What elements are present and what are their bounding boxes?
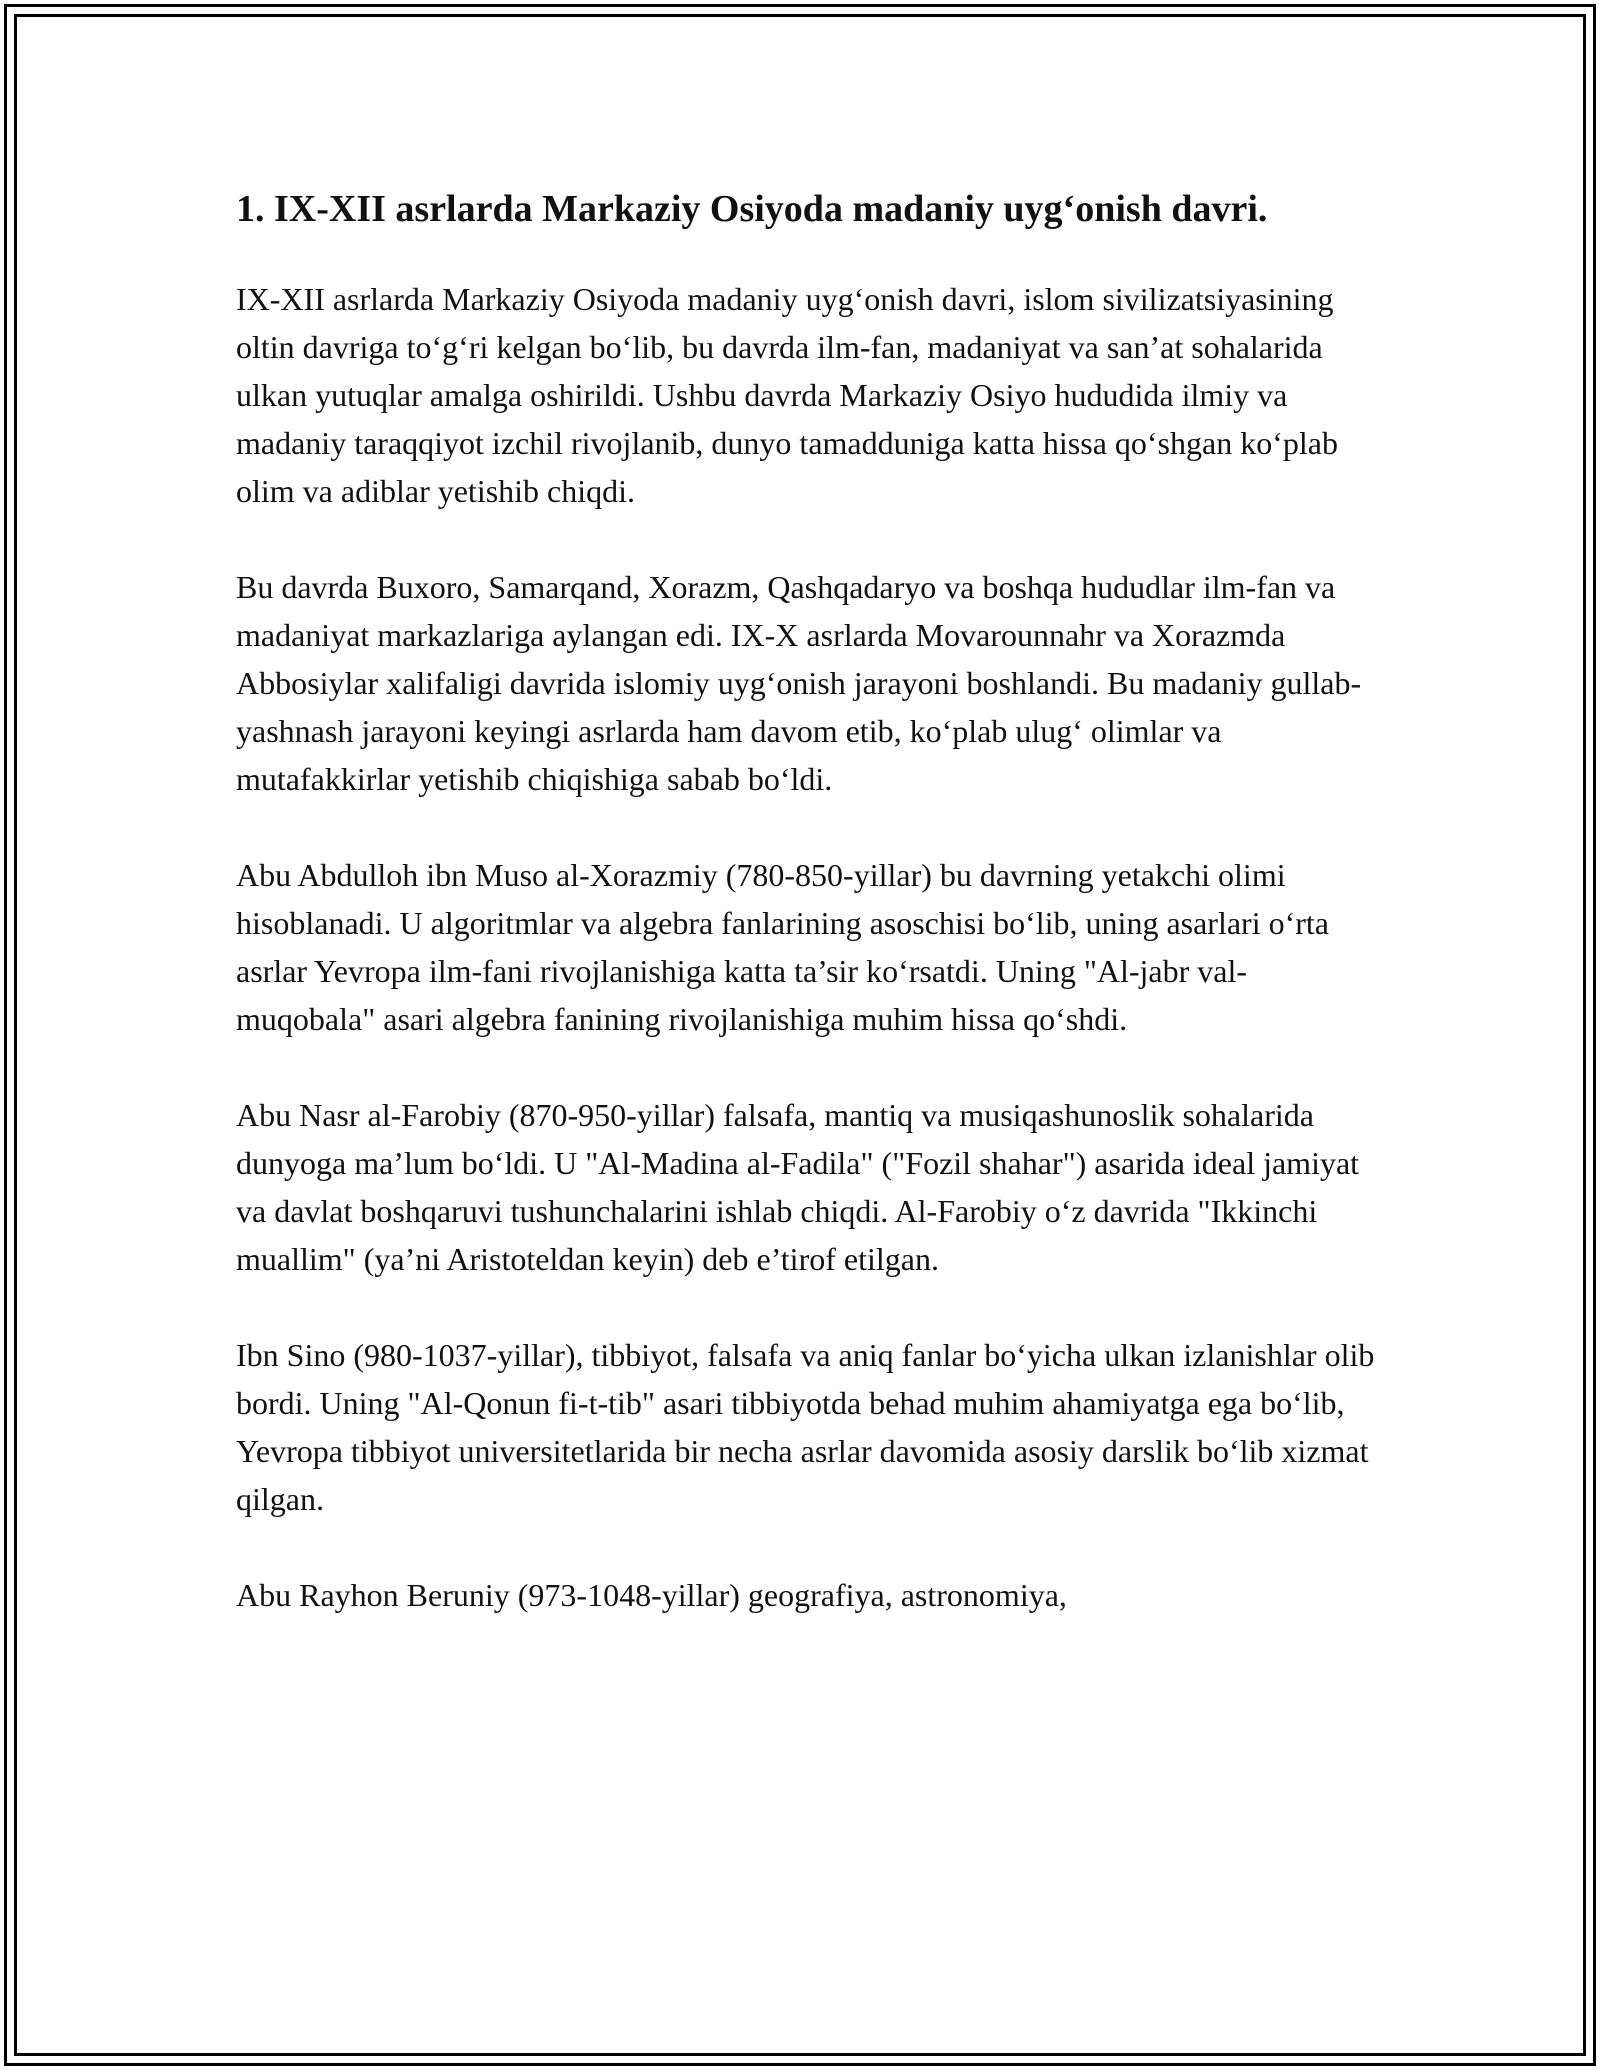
paragraph-farobiy: Abu Nasr al-Farobiy (870-950-yillar) falsafa, mantiq va musiqashunoslik sohalarida dunyoga ma’lum bo‘ldi. U "Al-Madina al-Fadila" ("Fozil shahar") asarida ideal jamiyat va davlat boshqaruvi tushunchalarini ishlab chiqdi. Al-Farobiy o‘z davrida "Ikkinchi muallim" (ya’ni Aristoteldan keyin) deb e’tirof etilgan. (236, 1097, 1360, 1277)
paragraph-intro: IX-XII asrlarda Markaziy Osiyoda madaniy uyg‘onish davri, islom sivilizatsiyasining oltin davriga to‘g‘ri kelgan bo‘lib, bu davrda ilm-fan, madaniyat va san’at sohalarida ulkan yutuqlar amalga oshirildi. Ushbu davrda Markaziy Osiyo hududida ilmiy va madaniy taraqqiyot izchil rivojlanib, dunyo tamadduniga katta hissa qo‘shgan ko‘plab olim va adiblar yetishib chiqdi. (236, 281, 1338, 509)
paragraph-xorazmiy: Abu Abdulloh ibn Muso al-Xorazmiy (780-850-yillar) bu davrning yetakchi olimi hisoblanadi. U algoritmlar va algebra fanlarining asoschisi bo‘lib, uning asarlari o‘rta asrlar Yevropa ilm-fani rivojlanishiga katta ta’sir ko‘rsatdi. Uning "Al-jabr val-muqobala" asari algebra fanining rivojlanishiga muhim hissa qo‘shdi. (236, 857, 1329, 1037)
section-heading: 1. IX-XII asrlarda Markaziy Osiyoda madaniy uyg‘onish davri. (236, 188, 1268, 230)
paragraph-centers: Bu davrda Buxoro, Samarqand, Xorazm, Qashqadaryo va boshqa hududlar ilm-fan va madaniyat markazlariga aylangan edi. IX-X asrlarda Movarounnahr va Xorazmda Abbosiylar xalifaligi davrida islomiy uyg‘onish jarayoni boshlandi. Bu madaniy gullab-yashnash jarayoni keyingi asrlarda ham davom etib, ko‘plab ulug‘ olimlar va mutafakkirlar yetishib chiqishiga sabab bo‘ldi. (236, 569, 1362, 797)
paragraph-beruniy: Abu Rayhon Beruniy (973-1048-yillar) geografiya, astronomiya, (236, 1577, 1067, 1613)
document-body (236, 185, 1376, 1667)
paragraph-ibn-sino: Ibn Sino (980-1037-yillar), tibbiyot, falsafa va aniq fanlar bo‘yicha ulkan izlanishlar olib bordi. Uning "Al-Qonun fi-t-tib" asari tibbiyotda behad muhim ahamiyatga ega bo‘lib, Yevropa tibbiyot universitetlarida bir necha asrlar davomida asosiy darslik bo‘lib xizmat qilgan. (236, 1337, 1375, 1517)
